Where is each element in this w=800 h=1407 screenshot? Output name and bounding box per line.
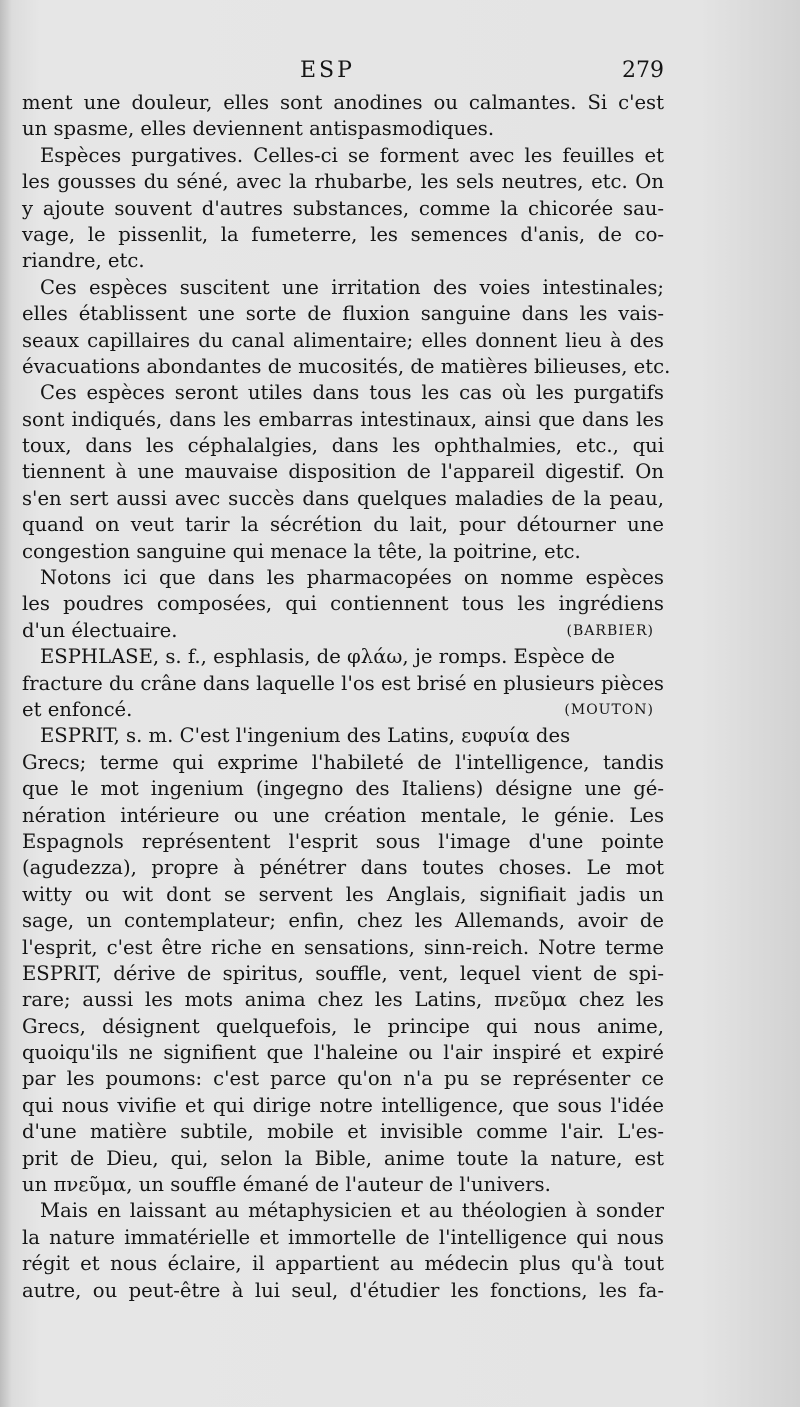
text-line <box>22 1066 664 1092</box>
text-line-content: que le mot ingenium (ingegno des Italiens) désigne une gé- <box>22 777 664 801</box>
text-line-content: l'esprit, c'est être riche en sensations, sinn-reich. Notre terme <box>22 935 664 959</box>
text-line-content: s'en sert aussi avec succès dans quelques maladies de la peau, <box>22 486 664 510</box>
text-line-content: prit de Dieu, qui, selon la Bible, anime toute la nature, est <box>22 1146 664 1170</box>
text-line <box>22 776 664 802</box>
running-head <box>0 58 800 88</box>
text-line <box>22 935 664 961</box>
text-line-content: les poudres composées, qui contiennent tous les ingrédiens <box>22 592 664 616</box>
text-line <box>22 459 664 485</box>
text-line-content: ESPRIT, s. m. C'est l'ingenium des Latins, ευφυία des <box>40 724 571 748</box>
text-line-content: un spasme, elles deviennent antispasmodiques. <box>22 117 495 141</box>
text-line <box>22 671 664 697</box>
text-line <box>22 512 664 538</box>
text-line-content: Ces espèces suscitent une irritation des voies intestinales; <box>40 275 664 299</box>
page-number: 279 <box>622 58 664 83</box>
text-line <box>22 803 664 829</box>
text-line-content: sage, un contemplateur; enfin, chez les Allemands, avoir de <box>22 909 664 933</box>
text-line-content: Notons ici que dans les pharmacopées on nomme espèces <box>40 566 664 590</box>
text-line-content: d'un électuaire. <box>22 618 178 642</box>
text-line-content: Grecs, désignent quelquefois, le principe qui nous anime, <box>22 1014 664 1038</box>
text-line <box>22 486 664 512</box>
text-line <box>22 328 664 354</box>
text-line <box>22 301 664 327</box>
text-line-content: Grecs; terme qui exprime l'habileté de l'intelligence, tandis <box>22 750 664 774</box>
text-line <box>22 354 671 380</box>
text-line <box>22 143 664 169</box>
text-line-content: évacuations abondantes de mucosités, de matières bilieuses, etc. <box>22 354 671 378</box>
text-line <box>22 882 664 908</box>
text-line <box>22 829 664 855</box>
text-line-content: ESPHLASE, s. f., esphlasis, de φλάω, je romps. Espèce de <box>40 645 615 669</box>
text-line-content: rare; aussi les mots anima chez les Latins, πνεῦμα chez les <box>22 988 664 1012</box>
text-line-content: ESPRIT, dérive de spiritus, souffle, vent, lequel vient de spi- <box>22 961 664 985</box>
text-line <box>22 1014 664 1040</box>
text-line <box>22 987 664 1013</box>
text-line <box>22 275 664 301</box>
text-line <box>22 407 664 433</box>
text-line-content: sont indiqués, dans les embarras intestinaux, ainsi que dans les <box>22 407 664 431</box>
body-text <box>22 90 671 1304</box>
text-line <box>22 1040 664 1066</box>
text-line-content: Mais en laissant au métaphysicien et au théologien à sonder <box>40 1199 664 1223</box>
text-line <box>22 750 664 776</box>
text-line <box>22 618 664 644</box>
text-line-content: y ajoute souvent d'autres substances, comme la chicorée sau- <box>22 196 664 220</box>
text-line-content: d'une matière subtile, mobile et invisible comme l'air. L'es- <box>22 1120 664 1144</box>
text-line <box>22 961 664 987</box>
text-line-content: et enfoncé. <box>22 697 133 721</box>
text-line <box>22 644 664 670</box>
text-line <box>22 380 664 406</box>
text-line-content: toux, dans les céphalalgies, dans les ophthalmies, etc., qui <box>22 434 664 458</box>
text-line <box>22 1251 664 1277</box>
text-line <box>22 196 664 222</box>
text-line <box>22 1119 664 1145</box>
text-line-content: quoiqu'ils ne signifient que l'haleine ou l'air inspiré et expiré <box>22 1041 664 1065</box>
text-line-content: quand on veut tarir la sécrétion du lait, pour détourner une <box>22 513 664 537</box>
author-signature: (BARBIER) <box>566 622 654 639</box>
running-head-title: ESP <box>300 58 355 83</box>
text-line-content: fracture du crâne dans laquelle l'os est brisé en plusieurs pièces <box>22 671 664 695</box>
text-line-content: qui nous vivifie et qui dirige notre intelligence, que sous l'idée <box>22 1093 664 1117</box>
text-line <box>22 116 664 142</box>
text-line <box>22 723 664 749</box>
text-line-content: un πνεῦμα, un souffle émané de l'auteur de l'univers. <box>22 1173 551 1197</box>
text-line <box>22 855 664 881</box>
text-line-content: congestion sanguine qui menace la tête, la poitrine, etc. <box>22 539 581 563</box>
text-line-content: Espèces purgatives. Celles-ci se forment avec les feuilles et <box>40 143 664 167</box>
text-line-content: ment une douleur, elles sont anodines ou calmantes. Si c'est <box>22 91 664 114</box>
text-line-content: (agudezza), propre à pénétrer dans toutes choses. Le mot <box>22 856 664 880</box>
text-line <box>22 1225 664 1251</box>
text-line <box>22 1278 664 1304</box>
text-line <box>22 697 664 723</box>
text-line <box>22 433 664 459</box>
text-line <box>22 539 664 565</box>
text-line-content: seaux capillaires du canal alimentaire; elles donnent lieu à des <box>22 328 664 352</box>
text-line-content: régit et nous éclaire, il appartient au médecin plus qu'à tout <box>22 1252 664 1276</box>
text-line <box>22 1146 664 1172</box>
text-line <box>22 169 664 195</box>
text-line-content: autre, ou peut-être à lui seul, d'étudier les fonctions, les fa- <box>22 1278 664 1302</box>
text-line-content: la nature immatérielle et immortelle de l'intelligence qui nous <box>22 1225 664 1249</box>
text-line-content: par les poumons: c'est parce qu'on n'a pu se représenter ce <box>22 1067 664 1091</box>
text-line-content: witty ou wit dont se servent les Anglais, signifiait jadis un <box>22 882 664 906</box>
text-line <box>22 1093 664 1119</box>
text-line-content: tiennent à une mauvaise disposition de l'appareil digestif. On <box>22 460 664 484</box>
text-line-content: Espagnols représentent l'esprit sous l'image d'une pointe <box>22 829 664 853</box>
text-line-content: Ces espèces seront utiles dans tous les cas où les purgatifs <box>40 381 664 405</box>
text-line-content: les gousses du séné, avec la rhubarbe, les sels neutres, etc. On <box>22 170 664 194</box>
author-signature: (MOUTON) <box>564 701 654 718</box>
text-line-content: riandre, etc. <box>22 249 145 273</box>
text-line <box>22 565 664 591</box>
text-line <box>22 1198 664 1224</box>
text-line <box>22 591 664 617</box>
text-line <box>22 908 664 934</box>
text-line-content: nération intérieure ou une création mentale, le génie. Les <box>22 803 664 827</box>
text-line-content: elles établissent une sorte de fluxion sanguine dans les vais- <box>22 302 664 326</box>
text-line-content: vage, le pissenlit, la fumeterre, les semences d'anis, de co- <box>22 222 664 246</box>
text-line <box>22 248 664 274</box>
text-line <box>22 90 664 116</box>
text-line <box>22 222 664 248</box>
text-line <box>22 1172 664 1198</box>
